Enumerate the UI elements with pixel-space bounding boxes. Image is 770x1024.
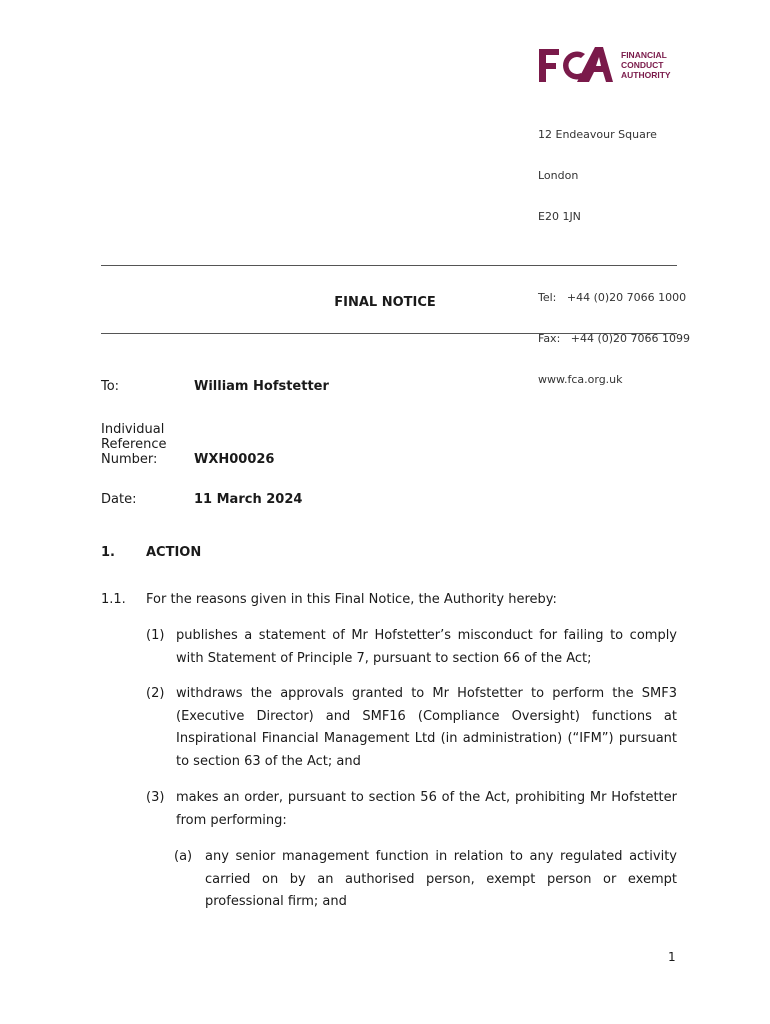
sublist-item-number: (a) [174,849,193,864]
paragraph-text: For the reasons given in this Final Notice, the Authority hereby: [146,592,557,607]
list-item-number: (2) [146,686,165,701]
paragraph-number: 1.1. [101,592,126,607]
date-value: 11 March 2024 [194,492,303,507]
date-label: Date: [101,492,137,507]
page-number: 1 [668,950,676,964]
list-item-number: (3) [146,790,165,805]
sublist-item-text: any senior management function in relation to any regulated activity carried on by an authorised person, exempt person or exempt professional firm; and [205,849,677,909]
logo-text-line2: CONDUCT [621,60,664,70]
document-title: FINAL NOTICE [334,295,436,310]
bottom-rule [101,333,677,334]
telephone: Tel: +44 (0)20 7066 1000 [538,291,687,305]
list-item-text: publishes a statement of Mr Hofstetter’s misconduct for failing to comply with Statement of Principle 7, pursuant to section 66 of the Act; [176,628,677,666]
section-number: 1. [101,545,115,560]
irn-value: WXH00026 [194,452,275,467]
to-value: William Hofstetter [194,379,329,394]
irn-label: Individual Reference Number: [101,422,167,467]
logo-text-line1: FINANCIAL [621,50,667,60]
fax: Fax: +44 (0)20 7066 1099 [538,332,691,346]
website: www.fca.org.uk [538,372,623,386]
list-item-text: makes an order, pursuant to section 56 of the Act, prohibiting Mr Hofstetter from performing: [176,790,677,828]
list-item-text: withdraws the approvals granted to Mr Hofstetter to perform the SMF3 (Executive Director) and SMF16 (Compliance Oversight) functions at Inspirational Financial Management Ltd (in administration) (“IFM”) pursuant to section 63 of the Act; and [176,686,677,769]
address-line2: London [538,168,579,182]
top-rule [101,265,677,266]
address-line3: E20 1JN [538,209,581,223]
list-item-number: (1) [146,628,165,643]
to-label: To: [101,379,120,394]
fca-logo [537,44,677,86]
address-block [538,101,690,400]
logo-text-line3: AUTHORITY [621,70,671,80]
section-title: ACTION [146,545,202,560]
address-line1: 12 Endeavour Square [538,128,657,142]
